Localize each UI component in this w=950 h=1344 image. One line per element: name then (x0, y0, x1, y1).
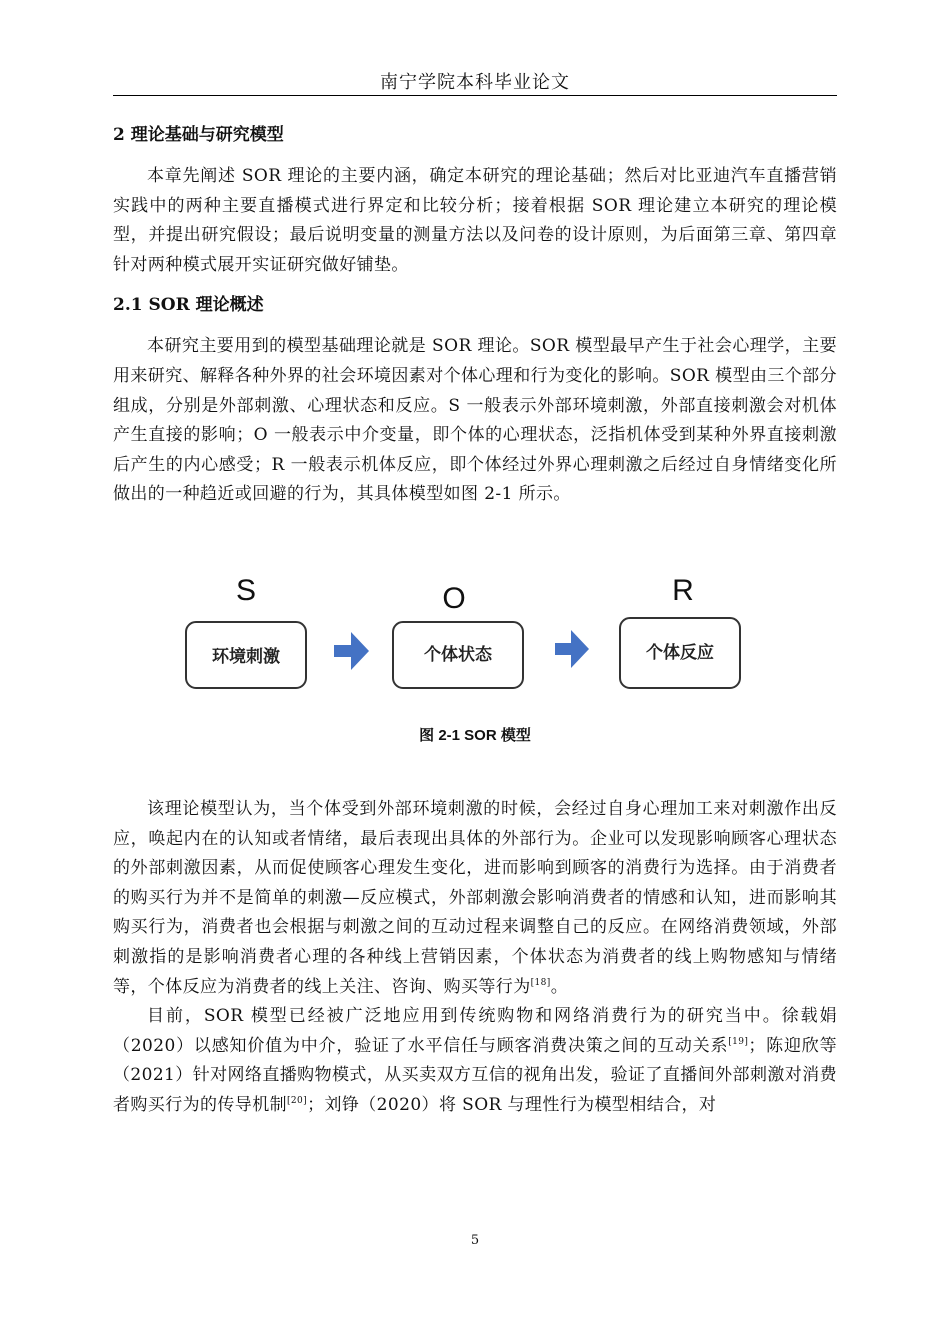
stimulus-letter: S (235, 573, 257, 607)
organism-letter: O (442, 581, 466, 615)
arrow-right-icon (555, 630, 589, 668)
chapter-intro-paragraph: 本章先阐述 SOR 理论的主要内涵，确定本研究的理论基础；然后对比亚迪汽车直播营销实践中的两种主要直播模式进行界定和比较分析；接着根据 SOR 理论建立本研究的理论模型，并提出研究假设；最后说明变量的测量方法以及问卷的设计原则，为后面第三章、第四章针对两种模式展开实证研究做好铺垫。 (113, 166, 837, 275)
citation-ref: [19] (728, 1036, 749, 1047)
paragraph-text: 。 (550, 976, 569, 997)
figure-caption: 图 2-1 SOR 模型 (419, 726, 531, 744)
section-heading: 2.1 SOR 理论概述 (113, 295, 264, 316)
header-rule (113, 95, 837, 96)
paragraph-text: 该理论模型认为，当个体受到外部环境刺激的时候，会经过自身心理加工来对刺激作出反应，唤起内在的认知或者情绪，最后表现出具体的外部行为。企业可以发现影响顾客心理状态的外部刺激因素，从而促使顾客心理发生变化，进而影响到顾客的消费行为选择。由于消费者的购买行为并不是简单的刺激—反应模式，外部刺激会影响消费者的情感和认知，进而影响其购买行为，消费者也会根据与刺激之间的互动过程来调整自己的反应。在网络消费领域，外部刺激指的是影响消费者心理的各种线上营销因素，个体状态为消费者的线上购物感知与情绪等，个体反应为消费者的线上关注、咨询、购买等行为 (113, 798, 837, 997)
page-number: 5 (470, 1233, 480, 1248)
running-header: 南宁学院本科毕业论文 (380, 72, 570, 93)
sor-diagram (113, 550, 837, 720)
citation-ref: [18] (530, 977, 551, 988)
paragraph-text: ；陈迎欣等（2021）针对网络直播购物模式，从买卖双方互信的视角出发，验证了直播间外部刺激对消费者购买行为的传导机制 (113, 1035, 837, 1115)
chapter-heading: 2 理论基础与研究模型 (113, 125, 284, 145)
sor-overview-paragraph: 本研究主要用到的模型基础理论就是 SOR 理论。SOR 模型最早产生于社会心理学，主要用来研究、解释各种外界的社会环境因素对个体心理和行为变化的影响。SOR 模型由三个部分组成，分别是外部刺激、心理状态和反应。S 一般表示外部环境刺激，外部直接刺激会对机体产生直接的影响；O 一般表示中介变量，即个体的心理状态，泛指机体受到某种外界直接刺激后产生的内心感受；R 一般表示机体反应，即个体经过外界心理刺激之后经过自身情绪变化所做出的一种趋近或回避的行为，其具体模型如图 2-1 所示。 (113, 336, 837, 505)
sor-application-paragraph (113, 1002, 837, 1120)
citation-ref: [20] (287, 1095, 308, 1106)
sor-model-explanation-paragraph (113, 795, 837, 1002)
stimulus-box-label: 环境刺激 (212, 646, 280, 667)
arrow-right-icon (334, 632, 369, 670)
response-letter: R (672, 573, 694, 607)
response-box-label: 个体反应 (646, 642, 714, 663)
paragraph-text: 目前，SOR 模型已经被广泛地应用到传统购物和网络消费行为的研究当中。徐载娟（2020）以感知价值为中介，验证了水平信任与顾客消费决策之间的互动关系 (113, 1006, 837, 1056)
sor-model-figure (113, 550, 837, 795)
page-content (113, 118, 837, 1120)
paragraph-text: ；刘铮（2020）将 SOR 与理性行为模型相结合，对 (307, 1094, 717, 1115)
organism-box-label: 个体状态 (424, 644, 492, 665)
